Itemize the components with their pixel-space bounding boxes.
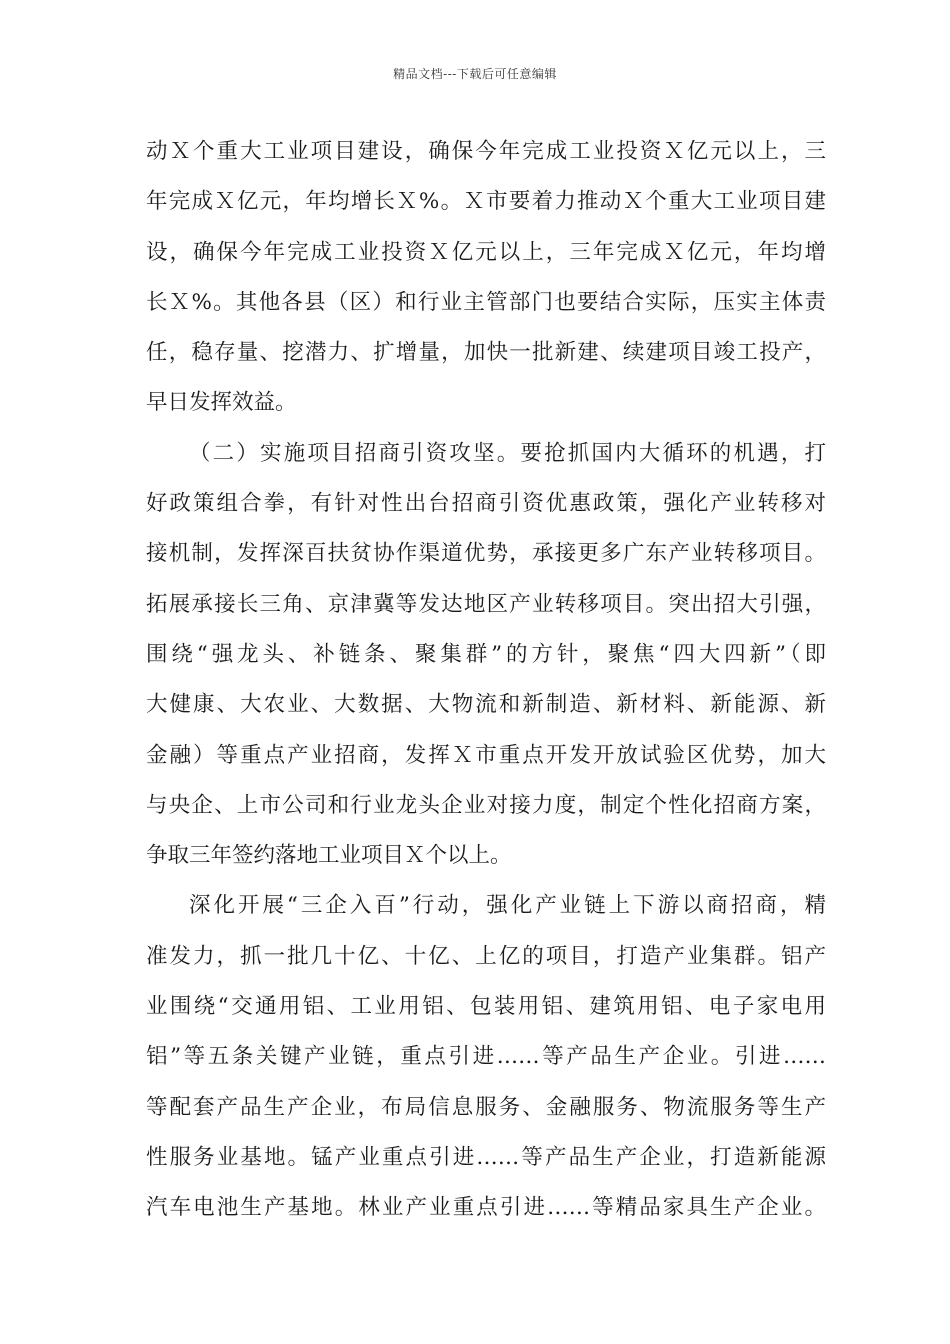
text-line: 金融）等重点产业招商，发挥Ｘ市重点开发开放试验区优势，加大 (146, 742, 826, 768)
page-header: 精品文档---下载后可任意编辑 (393, 67, 557, 81)
section-heading-line: （二）实施项目招商引资攻坚。要抢抓国内大循环的机遇，打 (189, 440, 826, 466)
text-line: 设，确保今年完成工业投资Ｘ亿元以上，三年完成Ｘ亿元，年均增 (146, 239, 826, 265)
text-line: 围绕“强龙头、补链条、聚集群”的方针，聚焦“四大四新”（即 (146, 641, 826, 667)
text-line: 大健康、大农业、大数据、大物流和新制造、新材料、新能源、新 (146, 692, 826, 718)
text-line: 早日发挥效益。 (146, 390, 297, 416)
text-line: 接机制，发挥深百扶贫协作渠道优势，承接更多广东产业转移项目。 (146, 541, 826, 567)
text-line: 好政策组合拳，有针对性出台招商引资优惠政策，强化产业转移对 (146, 491, 826, 517)
paragraph-start-line: 深化开展“三企入百”行动，强化产业链上下游以商招商，精 (189, 893, 826, 919)
text-line: 拓展承接长三角、京津冀等发达地区产业转移项目。突出招大引强， (146, 591, 826, 617)
document-body (146, 133, 826, 1240)
text-line: 动Ｘ个重大工业项目建设，确保今年完成工业投资Ｘ亿元以上，三 (146, 139, 826, 164)
text-line: 争取三年签约落地工业项目Ｘ个以上。 (146, 843, 512, 869)
text-line: 铝”等五条关键产业链，重点引进……等产品生产企业。引进…… (146, 1044, 826, 1070)
text-line: 性服务业基地。锰产业重点引进……等产品生产企业，打造新能源 (146, 1144, 826, 1170)
text-line: 任，稳存量、挖潜力、扩增量，加快一批新建、续建项目竣工投产， (146, 340, 826, 366)
text-line: 准发力，抓一批几十亿、十亿、上亿的项目，打造产业集群。铝产 (146, 943, 826, 969)
text-line: 与央企、上市公司和行业龙头企业对接力度，制定个性化招商方案， (146, 792, 826, 818)
text-line: 汽车电池生产基地。林业产业重点引进……等精品家具生产企业。 (146, 1195, 826, 1221)
text-line: 长Ｘ%。其他各县（区）和行业主管部门也要结合实际，压实主体责 (146, 289, 826, 315)
text-line: 业围绕“交通用铝、工业用铝、包装用铝、建筑用铝、电子家电用 (146, 994, 826, 1020)
text-line: 等配套产品生产企业，布局信息服务、金融服务、物流服务等生产 (146, 1094, 826, 1120)
text-line: 年完成Ｘ亿元，年均增长Ｘ%。Ｘ市要着力推动Ｘ个重大工业项目建 (146, 189, 826, 215)
